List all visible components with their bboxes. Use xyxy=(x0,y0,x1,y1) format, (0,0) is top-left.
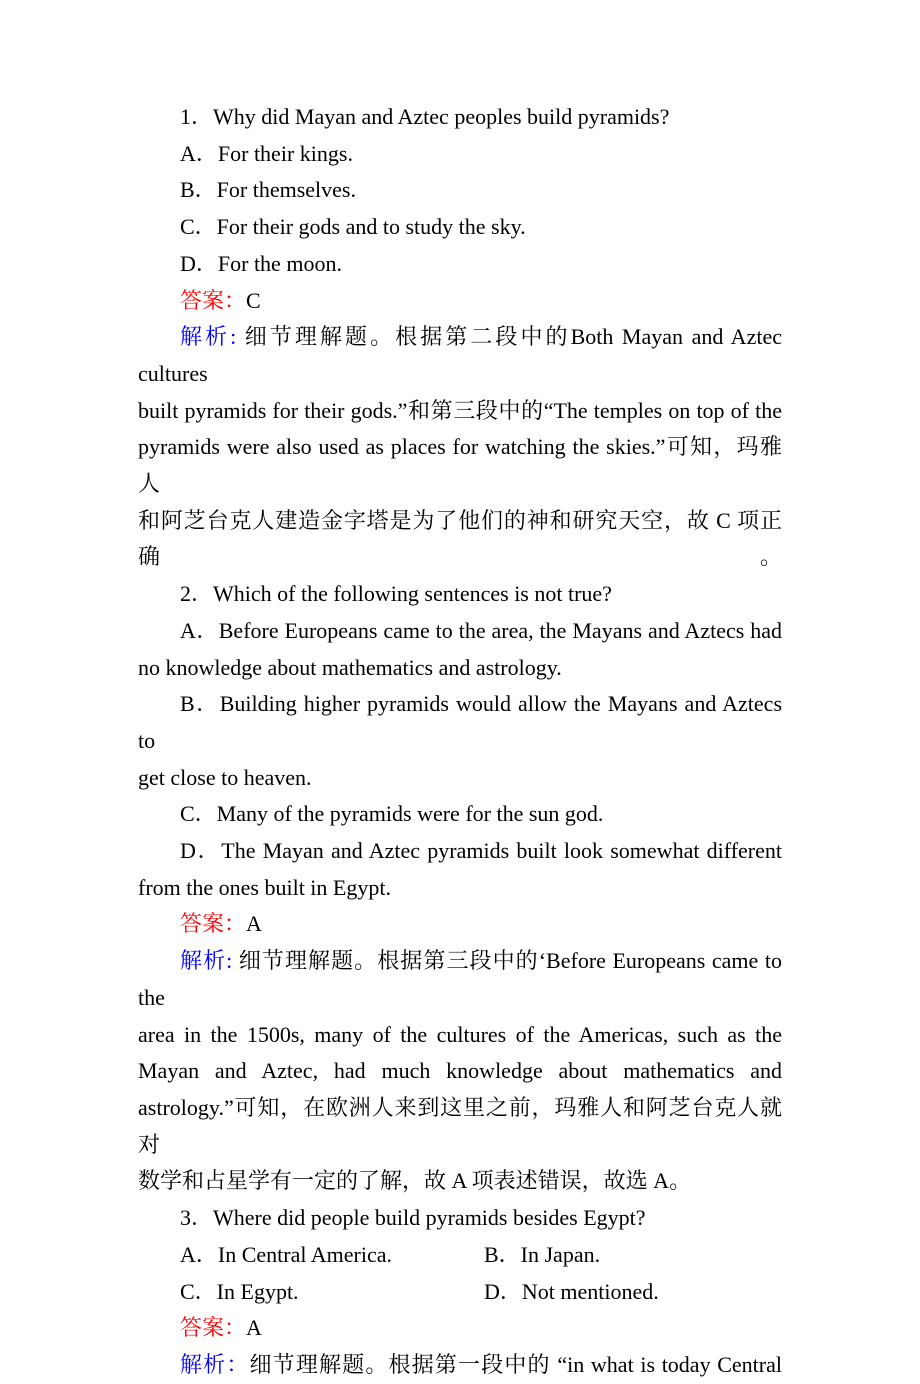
q2-option-b-line-1: B．Building higher pyramids would allow the Mayans and Aztecs to xyxy=(138,691,782,753)
q1-option-c: C．For their gods and to study the sky. xyxy=(180,214,526,240)
q2-analysis-line-4: astrology.”可知，在欧洲人来到这里之前，玛雅人和阿芝台克人就对 xyxy=(138,1094,782,1157)
q3-analysis-text-1: 细节理解题。根据第一段中的 “in what is today Central xyxy=(249,1351,782,1377)
q3-answer-value: A xyxy=(246,1315,262,1341)
q2-analysis-label: 解析: xyxy=(180,948,239,974)
q1-analysis-label: 解析: xyxy=(180,324,245,350)
q1-analysis-line-1 xyxy=(138,319,782,392)
q1-analysis-line-3: pyramids were also used as places for watching the skies.”可知，玛雅人 xyxy=(138,434,782,497)
document-content xyxy=(138,99,782,1384)
q1-analysis-line-2: built pyramids for their gods.”和第三段中的“The temples on top of the xyxy=(138,397,782,423)
q2-option-c: C．Many of the pyramids were for the sun god. xyxy=(180,801,604,827)
q2-analysis-line-1 xyxy=(138,943,782,1016)
q1-option-a: A．For their kings. xyxy=(180,140,353,166)
q1-answer-line xyxy=(138,283,782,320)
q3-option-c: C．In Egypt. xyxy=(180,1278,299,1304)
q2-option-b-line-2: get close to heaven. xyxy=(138,764,312,790)
q1-answer-value: C xyxy=(246,287,261,313)
q2-answer-label: 答案： xyxy=(180,911,247,937)
question-block-3 xyxy=(138,1200,782,1384)
q2-option-d-line-1: D．The Mayan and Aztec pyramids built look somewhat different xyxy=(180,838,782,864)
q1-option-d: D．For the moon. xyxy=(180,250,342,276)
q3-option-d: D．Not mentioned. xyxy=(484,1278,659,1304)
q1-analysis-line-4: 和阿芝台克人建造金字塔是为了他们的神和研究天空，故 C 项正确。 xyxy=(138,507,782,570)
question-block-2 xyxy=(138,576,782,1200)
q2-analysis-line-3: Mayan and Aztec, had much knowledge about mathematics and xyxy=(138,1058,782,1084)
q2-analysis-text-1: 细节理解题。根据第三段中的‘Before Europeans came to the xyxy=(138,948,782,1010)
q3-stem: 3．Where did people build pyramids besides Egypt? xyxy=(180,1205,646,1231)
question-block-1 xyxy=(138,99,782,576)
q2-answer-value: A xyxy=(246,911,262,937)
q2-answer-line xyxy=(138,906,782,943)
q2-analysis-line-2: area in the 1500s, many of the cultures of the Americas, such as the xyxy=(138,1021,782,1047)
q3-analysis-line-1 xyxy=(138,1347,782,1384)
q1-analysis-text-1: 细节理解题。根据第二段中的Both Mayan and Aztec cultures xyxy=(138,324,782,386)
q3-option-a: A．In Central America. xyxy=(180,1241,392,1267)
q2-option-d-line-2: from the ones built in Egypt. xyxy=(138,874,391,900)
q3-option-row-1 xyxy=(138,1237,782,1274)
q1-answer-label: 答案： xyxy=(180,287,247,313)
q3-option-row-2 xyxy=(138,1274,782,1311)
q3-analysis-label: 解析： xyxy=(180,1351,250,1377)
q1-option-b: B．For themselves. xyxy=(180,177,356,203)
q1-stem: 1．Why did Mayan and Aztec peoples build pyramids? xyxy=(180,104,670,129)
q3-answer-label: 答案： xyxy=(180,1315,247,1341)
q2-analysis-line-5: 数学和占星学有一定的了解，故 A 项表述错误，故选 A。 xyxy=(138,1168,692,1194)
q2-stem: 2．Which of the following sentences is not true? xyxy=(180,581,612,607)
q3-answer-line xyxy=(138,1310,782,1347)
q2-option-a-line-1: A．Before Europeans came to the area, the Mayans and Aztecs had xyxy=(180,617,782,643)
q3-option-b: B．In Japan. xyxy=(484,1241,601,1267)
q2-option-a-line-2: no knowledge about mathematics and astrology. xyxy=(138,654,562,680)
